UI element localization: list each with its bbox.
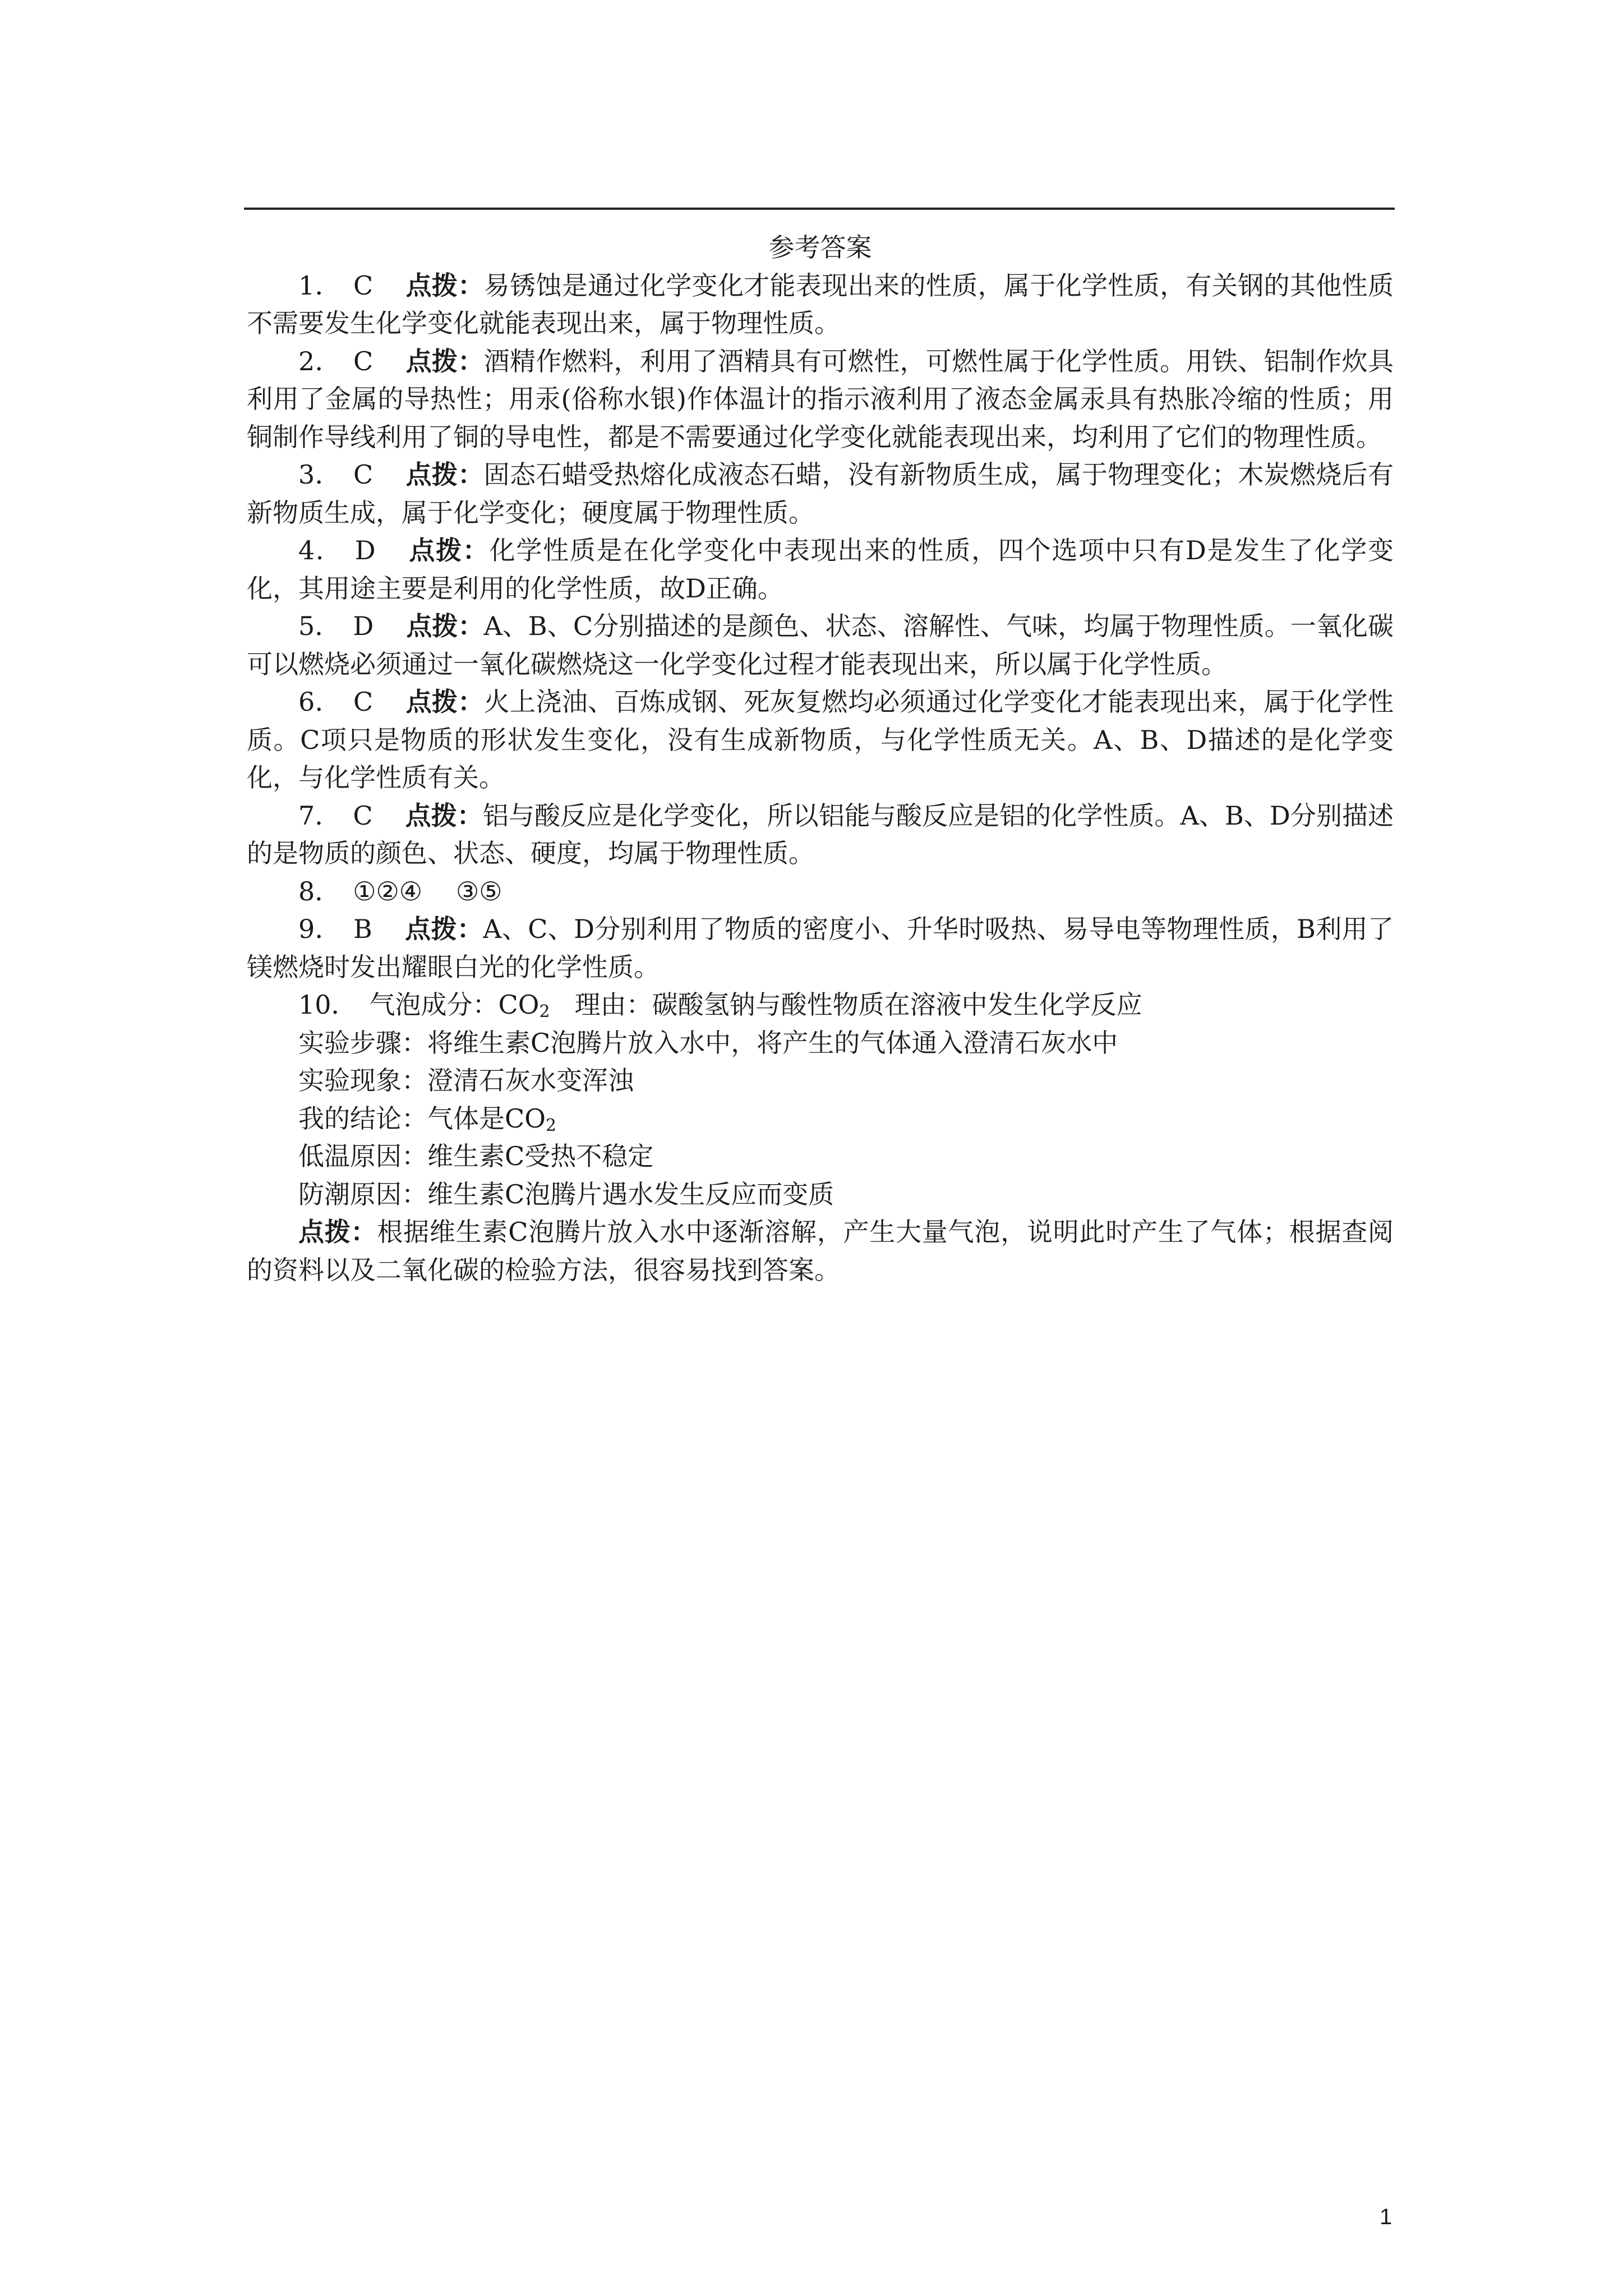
tip-label: 点拨： xyxy=(408,535,490,565)
answer-item-3: 3． C 点拨：固态石蜡受热熔化成液态石蜡，没有新物质生成，属于物理变化；木炭燃烧后有新物质生成，属于化学变化；硬度属于物理性质。 xyxy=(247,459,1394,528)
answer-content xyxy=(247,229,1394,1289)
tip-label: 点拨： xyxy=(405,270,484,301)
answer-item-8: 8． ①②④ ③⑤ xyxy=(298,876,502,907)
header-rule xyxy=(244,208,1395,210)
tip-label: 点拨： xyxy=(298,1217,377,1247)
answer-item-5: 5． D 点拨：A、B、C分别描述的是颜色、状态、溶解性、气味，均属于物理性质。一氧化碳可以燃烧必须通过一氧化碳燃烧这一化学变化过程才能表现出来，所以属于化学性质。 xyxy=(247,611,1394,679)
answer-item-10: 10． 气泡成分：$CO_2$ 理由：碳酸氢钠与酸性物质在溶液中发生化学反应 xyxy=(298,990,1142,1022)
page-title: 参考答案 xyxy=(768,232,872,263)
tip-label: 点拨： xyxy=(405,459,484,490)
answer-item-1: 1． C 点拨：易锈蚀是通过化学变化才能表现出来的性质，属于化学性质，有关钢的其他性质不需要发生化学变化就能表现出来，属于物理性质。 xyxy=(247,270,1394,338)
tip-label: 点拨： xyxy=(404,914,483,944)
tip-label: 点拨： xyxy=(406,611,484,641)
answer-item-4: 4． D 点拨：化学性质是在化学变化中表现出来的性质，四个选项中只有D是发生了化学变化，其用途主要是利用的化学性质，故D正确。 xyxy=(247,535,1394,604)
answer-item-10-tip: 点拨：根据维生素C泡腾片放入水中逐渐溶解，产生大量气泡，说明此时产生了气体；根据查阅的资料以及二氧化碳的检验方法，很容易找到答案。 xyxy=(247,1217,1394,1285)
low-temp-reason: 低温原因：维生素C受热不稳定 xyxy=(298,1141,654,1171)
tip-label: 点拨： xyxy=(405,346,484,376)
answer-item-7: 7． C 点拨：铝与酸反应是化学变化，所以铝能与酸反应是铝的化学性质。A、B、D分别描述的是物质的颜色、状态、硬度，均属于物理性质。 xyxy=(247,800,1394,868)
tip-label: 点拨： xyxy=(405,687,484,717)
experiment-phenomenon: 实验现象：澄清石灰水变浑浊 xyxy=(298,1065,634,1096)
experiment-step: 实验步骤：将维生素C泡腾片放入水中，将产生的气体通入澄清石灰水中 xyxy=(298,1027,1118,1058)
answer-item-6: 6． C 点拨：火上浇油、百炼成钢、死灰复燃均必须通过化学变化才能表现出来，属于化学性质。C项只是物质的形状发生变化，没有生成新物质，与化学性质无关。A、B、D描述的是化学变化，与化学性质有关。 xyxy=(247,687,1394,793)
answer-item-9: 9． B 点拨：A、C、D分别利用了物质的密度小、升华时吸热、易导电等物理性质，B利用了镁燃烧时发出耀眼白光的化学性质。 xyxy=(247,914,1394,982)
answer-item-2: 2． C 点拨：酒精作燃料，利用了酒精具有可燃性，可燃性属于化学性质。用铁、铝制作炊具利用了金属的导热性；用汞(俗称水银)作体温计的指示液利用了液态金属汞具有热胀冷缩的性质；用铜制作导线利用了铜的导电性，都是不需要通过化学变化就能表现出来，均利用了它们的物理性质。 xyxy=(247,346,1394,452)
moisture-reason: 防潮原因：维生素C泡腾片遇水发生反应而变质 xyxy=(298,1179,834,1209)
page-number: 1 xyxy=(1380,2205,1393,2229)
experiment-conclusion: 我的结论：气体是$CO_2$ xyxy=(298,1103,557,1135)
tip-label: 点拨： xyxy=(405,800,483,831)
